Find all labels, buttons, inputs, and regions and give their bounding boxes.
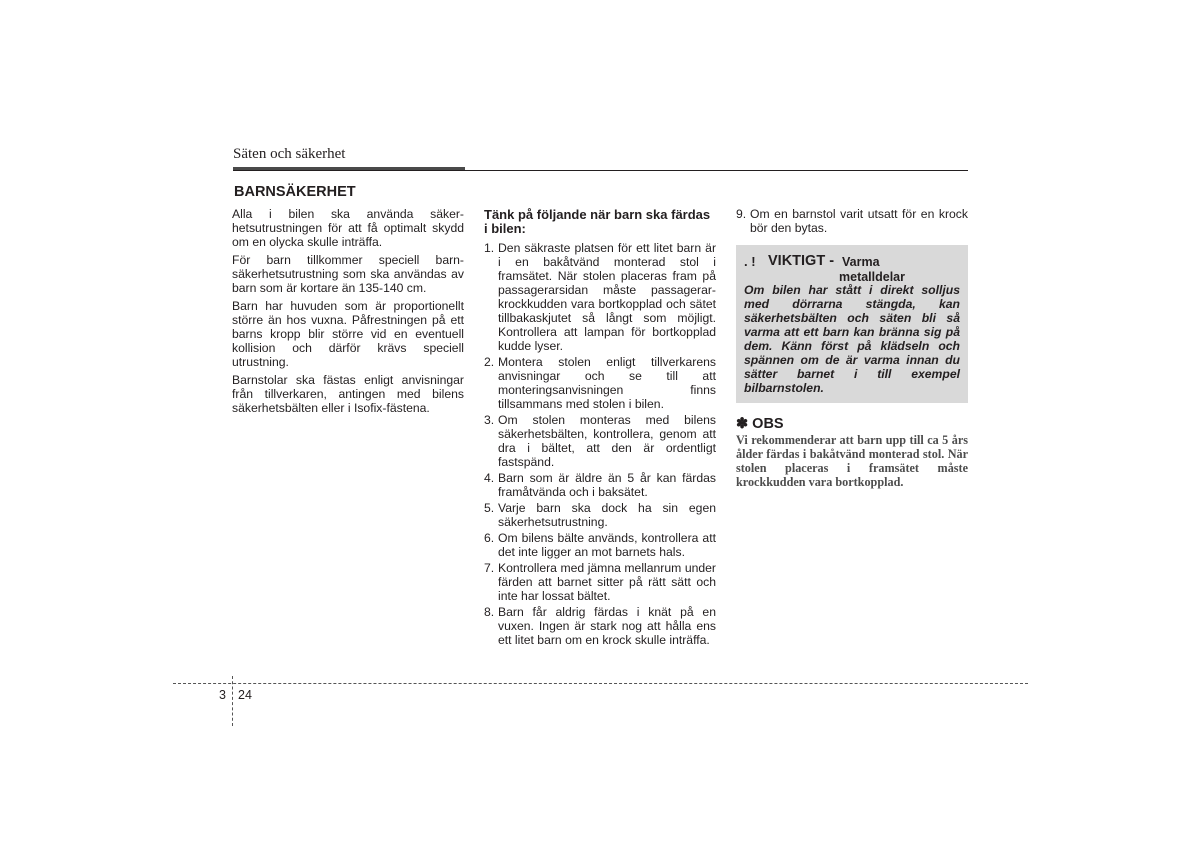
footer-rule	[173, 683, 1028, 684]
list-item-text: Barn får aldrig färdas i knät på en vuxen. Ingen är stark nog att hålla ens ett litet barn om en krock skulle inträffa.	[498, 605, 716, 647]
list-item-text: Om stolen monteras med bilens säkerhetsbälten, kontrollera, genom att dra i bältet, att den är ordentligt fastspänd.	[498, 413, 716, 469]
list-item-text: Kontrollera med jämna mellanrum under färden att barnet sitter på rätt sätt och inte har lossat bältet.	[498, 561, 716, 603]
checklist	[484, 241, 716, 647]
list-item-number: 3.	[484, 413, 495, 427]
list-item	[484, 413, 716, 469]
warning-subtitle-line2: metalldelar	[839, 270, 906, 284]
section-title: BARNSÄKERHET	[234, 184, 356, 200]
list-item-text: Barn som är äldre än 5 år kan färdas framåtvända och i baksätet.	[498, 471, 716, 499]
footer-divider	[232, 676, 233, 726]
chapter-number: 3	[219, 688, 226, 702]
note-text: Vi rekommenderar att barn upp till ca 5 års ålder färdas i bakåtvänd monterad stol. När stolen placeras i framsätet måste krockkudden vara bortkopplad.	[736, 433, 968, 489]
warning-subtitle	[839, 255, 906, 285]
warning-subtitle-line1: Varma	[842, 255, 880, 269]
list-item-number: 2.	[484, 355, 495, 369]
warning-header	[744, 251, 960, 283]
list-item	[484, 605, 716, 647]
list-item-text: Om en barnstol varit utsatt för en krock bör den bytas.	[750, 207, 968, 235]
list-item-number: 7.	[484, 561, 495, 575]
list-item	[484, 471, 716, 499]
page-header-title: Säten och säkerhet	[233, 146, 346, 162]
list-item-number: 8.	[484, 605, 495, 619]
list-item-number: 6.	[484, 531, 495, 545]
paragraph: För barn tillkommer speciell barn-säkerhetsutrustning som ska användas av barn som är kortare än 135-140 cm.	[232, 253, 464, 295]
list-item-number: 1.	[484, 241, 495, 255]
warning-title: VIKTIGT -	[768, 253, 835, 269]
page-number: 24	[238, 688, 252, 702]
list-item	[484, 501, 716, 529]
list-item-number: 5.	[484, 501, 495, 515]
note-title: ✽ OBS	[736, 416, 784, 432]
column-right	[736, 207, 968, 489]
header-rule	[233, 170, 968, 171]
warning-box	[736, 245, 968, 403]
warning-text: Om bilen har stått i direkt solljus med dörrarna stängda, kan säkerhetsbälten och säten bli så varma att ett barn kan bränna sig på dem. Känn först på klädseln och spännen om de är varma innan du sätter barnet i till exempel bilbarnstolen.	[744, 283, 960, 395]
list-item	[736, 207, 968, 235]
list-item	[484, 531, 716, 559]
list-item	[484, 241, 716, 353]
list-item-number: 9.	[736, 207, 747, 221]
list-item	[484, 355, 716, 411]
list-heading: Tänk på följande när barn ska färdas i bilen:	[484, 207, 711, 236]
warning-icon: . !	[744, 254, 756, 269]
list-item-text: Den säkraste platsen för ett litet barn är i en bakåtvänd monterad stol i framsätet. När stolen placeras fram på passagerarsidan måste passagerar-krockkudden vara bortkopplad och sätet tillbakaskjutet så långt som möjligt. Kontrollera att lampan för bortkopplad kudde lyser.	[498, 241, 716, 353]
paragraph: Alla i bilen ska använda säker-hetsutrustningen för att få optimalt skydd om en olycka skulle inträffa.	[232, 207, 464, 249]
list-item-text: Varje barn ska dock ha sin egen säkerhetsutrustning.	[498, 501, 716, 529]
paragraph: Barn har huvuden som är proportionellt större än hos vuxna. Påfrestningen på ett barns kropp blir större vid en eventuell kollision och därför krävs speciell utrustning.	[232, 299, 464, 369]
column-middle	[484, 208, 716, 649]
list-item	[484, 561, 716, 603]
list-item-text: Om bilens bälte används, kontrollera att det inte ligger an mot barnets hals.	[498, 531, 716, 559]
list-item-number: 4.	[484, 471, 495, 485]
column-left	[232, 183, 464, 419]
paragraph: Barnstolar ska fästas enligt anvisningar från tillverkaren, antingen med bilens säkerhetsbälten eller i Isofix-fästena.	[232, 373, 464, 415]
list-item-text: Montera stolen enligt tillverkarens anvisningar och se till att monteringsanvisningen finns tillsammans med stolen i bilen.	[498, 355, 716, 411]
checklist-continued	[736, 207, 968, 235]
